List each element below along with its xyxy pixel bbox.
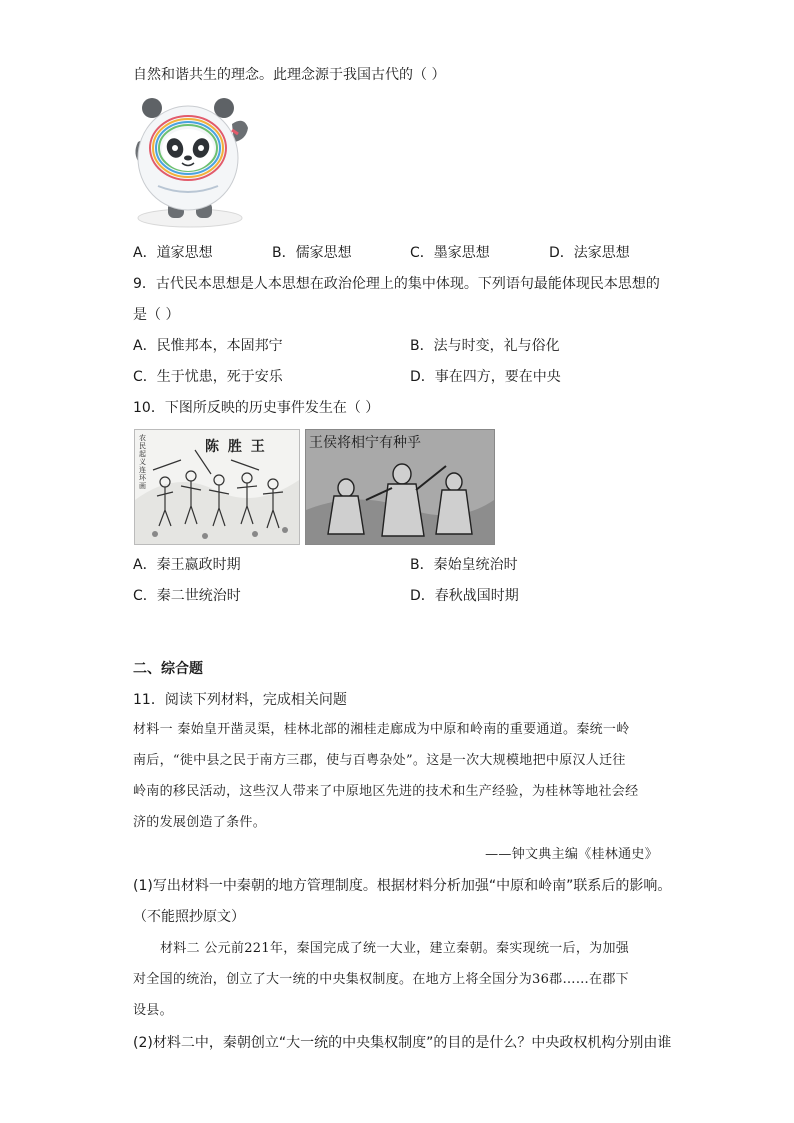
material2-line2: 对全国的统治，创立了大一统的中央集权制度。在地方上将全国分为36郡……在郡下 bbox=[133, 972, 629, 987]
wanghou-illustration bbox=[305, 429, 495, 545]
material1-source: ——钟文典主编《桂林通史》 bbox=[485, 847, 658, 862]
q10-option-a[interactable]: A．秦王嬴政时期 bbox=[133, 557, 241, 573]
q8-option-b[interactable]: B．儒家思想 bbox=[272, 245, 352, 261]
q11-question1-line1: (1)写出材料一中秦朝的地方管理制度。根据材料分析加强“中原和岭南”联系后的影响。 bbox=[133, 878, 672, 894]
q10-option-b[interactable]: B．秦始皇统治时 bbox=[410, 557, 518, 573]
q11-question2-line1: (2)材料二中，秦朝创立“大一统的中央集权制度”的目的是什么？中央政权机构分别由谁 bbox=[133, 1035, 672, 1051]
section2-heading: 二、综合题 bbox=[133, 661, 203, 677]
q8-stem: 自然和谐共生的理念。此理念源于我国古代的（ ） bbox=[133, 67, 446, 83]
material2-line3: 设县。 bbox=[133, 1003, 173, 1018]
q9-stem-line2: 是（ ） bbox=[133, 307, 180, 323]
material1-line1: 材料一 秦始皇开凿灵渠，桂林北部的湘桂走廊成为中原和岭南的重要通道。秦统一岭 bbox=[133, 722, 630, 737]
q10-stem: 10．下图所反映的历史事件发生在（ ） bbox=[133, 400, 380, 416]
q9-stem-line1: 9．古代民本思想是人本思想在政治伦理上的集中体现。下列语句最能体现民本思想的 bbox=[133, 276, 660, 292]
material1-line2: 南后，“徙中县之民于南方三郡，使与百粤杂处”。这是一次大规模地把中原汉人迁往 bbox=[133, 753, 626, 768]
q9-option-b[interactable]: B．法与时变，礼与俗化 bbox=[410, 338, 560, 354]
q8-option-d[interactable]: D．法家思想 bbox=[549, 245, 630, 261]
q8-option-c[interactable]: C．墨家思想 bbox=[410, 245, 490, 261]
material1-line3: 岭南的移民活动，这些汉人带来了中原地区先进的技术和生产经验，为桂林等地社会经 bbox=[133, 784, 639, 799]
q11-question1-line2: （不能照抄原文） bbox=[133, 909, 245, 925]
material2-line1: 材料二 公元前221年，秦国完成了统一大业，建立秦朝。秦实现统一后，为加强 bbox=[160, 941, 630, 956]
q9-option-a[interactable]: A．民惟邦本，本固邦宁 bbox=[133, 338, 283, 354]
q9-option-d[interactable]: D．事在四方，要在中央 bbox=[410, 369, 561, 385]
q9-option-c[interactable]: C．生于忧患，死于安乐 bbox=[133, 369, 283, 385]
chen-sheng-illustration bbox=[134, 429, 300, 545]
material1-line4: 济的发展创造了条件。 bbox=[133, 815, 267, 830]
illustration2-title: 王侯将相宁有种乎 bbox=[309, 435, 421, 451]
illustration1-title: 陈 胜 王 bbox=[205, 439, 267, 455]
q8-option-a[interactable]: A．道家思想 bbox=[133, 245, 213, 261]
mascot-image bbox=[128, 94, 250, 230]
illustration1-side-label: 农民起义连环画 bbox=[139, 434, 146, 490]
q11-stem: 11．阅读下列材料，完成相关问题 bbox=[133, 692, 347, 708]
q10-option-c[interactable]: C．秦二世统治时 bbox=[133, 588, 241, 604]
q10-option-d[interactable]: D．春秋战国时期 bbox=[410, 588, 519, 604]
